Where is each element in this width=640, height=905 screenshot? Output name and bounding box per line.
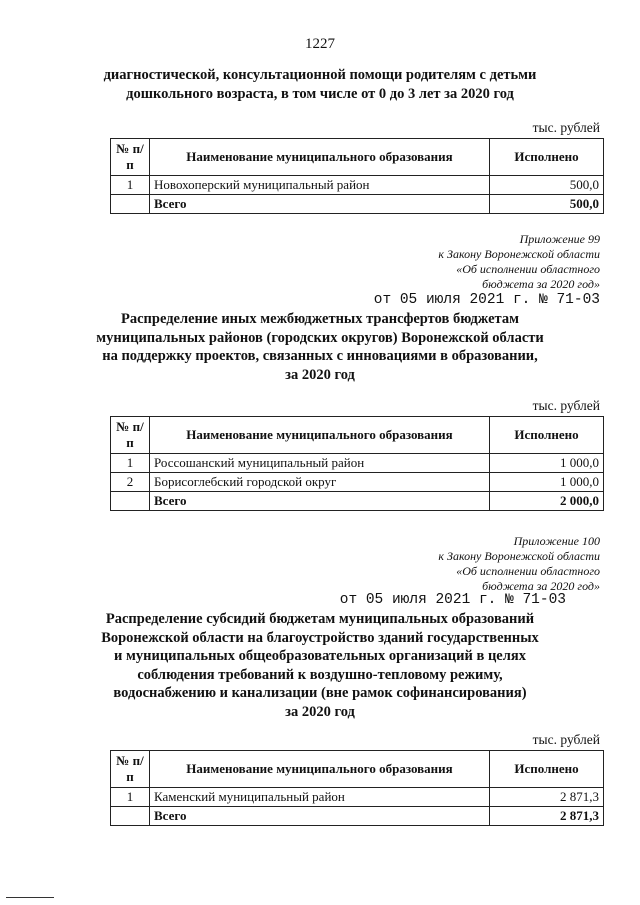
appendix-line: «Об исполнении областного — [456, 262, 600, 276]
title-line: соблюдения требований к воздушно-тепловому режиму, — [137, 666, 503, 683]
col-header-num: № п/п — [111, 751, 150, 788]
law-stamp: от 05 июля 2021 г. № 71-03 — [373, 292, 600, 308]
title-line: Распределение субсидий бюджетам муниципальных образований — [105, 611, 535, 627]
title-line: за 2020 год — [285, 366, 355, 383]
row-num: 2 — [111, 473, 150, 492]
col-header-executed: Исполнено — [490, 417, 604, 454]
table-row — [111, 454, 604, 473]
appendix-line: Приложение 99 — [519, 232, 600, 246]
row-name: Каменский муниципальный район — [150, 788, 490, 807]
appendix-line: к Закону Воронежской области — [438, 549, 600, 563]
title-line: дошкольного возраста, в том числе от 0 до 3 лет за 2020 год — [126, 85, 514, 102]
col-header-name: Наименование муниципального образования — [150, 139, 490, 176]
title-line: муниципальных районов (городских округов) Воронежской области — [96, 329, 544, 346]
total-row — [111, 807, 604, 826]
table-header-row — [111, 751, 604, 788]
row-num-empty — [111, 492, 150, 511]
total-label: Всего — [150, 492, 490, 511]
total-value: 2 871,3 — [490, 807, 604, 826]
col-header-executed: Исполнено — [490, 751, 604, 788]
row-value: 1 000,0 — [490, 473, 604, 492]
col-header-name: Наименование муниципального образования — [150, 417, 490, 454]
row-num: 1 — [111, 788, 150, 807]
table-row — [111, 788, 604, 807]
appendix-line: бюджета за 2020 год» — [482, 579, 600, 593]
page-number: 1227 — [305, 36, 335, 52]
appendix-line: бюджета за 2020 год» — [482, 277, 600, 291]
col-header-executed: Исполнено — [490, 139, 604, 176]
title-line: Распределение иных межбюджетных трансфертов бюджетам — [121, 311, 519, 327]
appendix-line: к Закону Воронежской области — [438, 247, 600, 261]
total-row — [111, 492, 604, 511]
total-label: Всего — [150, 195, 490, 214]
row-name: Борисоглебский городской округ — [150, 473, 490, 492]
col-header-num: № п/п — [111, 139, 150, 176]
row-value: 1 000,0 — [490, 454, 604, 473]
section3-title — [0, 610, 640, 721]
table-row — [111, 473, 604, 492]
appendix-99 — [438, 232, 600, 292]
row-name: Новохоперский муниципальный район — [150, 176, 490, 195]
col-header-name: Наименование муниципального образования — [150, 751, 490, 788]
row-num-empty — [111, 807, 150, 826]
total-row — [111, 195, 604, 214]
section2-title — [0, 310, 640, 384]
col-header-num: № п/п — [111, 417, 150, 454]
row-num-empty — [111, 195, 150, 214]
title-line: Воронежской области на благоустройство зданий государственных — [101, 629, 539, 646]
footnote-divider — [6, 897, 54, 898]
appendix-line: Приложение 100 — [513, 534, 600, 548]
section1-table — [110, 138, 604, 214]
total-label: Всего — [150, 807, 490, 826]
row-value: 2 871,3 — [490, 788, 604, 807]
title-line: за 2020 год — [285, 703, 355, 720]
section1-title — [0, 66, 640, 103]
table-header-row — [111, 139, 604, 176]
row-num: 1 — [111, 176, 150, 195]
total-value: 2 000,0 — [490, 492, 604, 511]
title-line: и муниципальных общеобразовательных организаций в целях — [114, 648, 526, 664]
unit-label: тыс. рублей — [532, 120, 600, 135]
total-value: 500,0 — [490, 195, 604, 214]
section2-table — [110, 416, 604, 511]
title-line: диагностической, консультационной помощи родителям с детьми — [103, 67, 537, 83]
appendix-line: «Об исполнении областного — [456, 564, 600, 578]
unit-label: тыс. рублей — [532, 398, 600, 413]
title-line: на поддержку проектов, связанных с инновациями в образовании, — [102, 348, 538, 364]
title-line: водоснабжению и канализации (вне рамок софинансирования) — [113, 685, 527, 701]
unit-label: тыс. рублей — [532, 732, 600, 747]
row-name: Россошанский муниципальный район — [150, 454, 490, 473]
appendix-100 — [438, 534, 600, 594]
table-row — [111, 176, 604, 195]
section3-table — [110, 750, 604, 826]
row-value: 500,0 — [490, 176, 604, 195]
table-header-row — [111, 417, 604, 454]
row-num: 1 — [111, 454, 150, 473]
law-stamp: от 05 июля 2021 г. № 71-03 — [339, 592, 566, 608]
